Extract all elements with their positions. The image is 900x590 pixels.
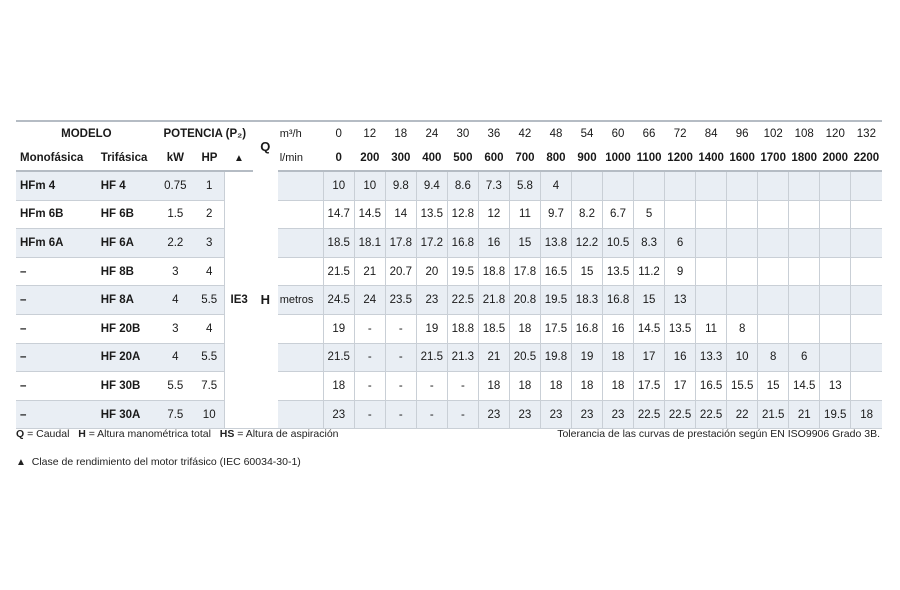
flow-lmin-cell: 1100 (634, 146, 665, 171)
head-value: 18 (478, 372, 509, 401)
head-value: 6 (665, 229, 696, 258)
head-value: 13.8 (540, 229, 571, 258)
hp-header: HP (194, 146, 225, 171)
power-hp: 4 (194, 257, 225, 286)
power-kw: 4 (157, 343, 194, 372)
head-value: 18 (571, 372, 602, 401)
head-value: 9.4 (416, 171, 447, 200)
head-value: 16.5 (540, 257, 571, 286)
monofasica-model: – (16, 314, 97, 343)
class-note: Clase de rendimiento del motor trifásico (IEC 60034-30-1) (31, 456, 301, 468)
potencia-header: POTENCIA (P₂) (157, 121, 253, 146)
head-value: 6 (789, 343, 820, 372)
head-value (820, 343, 851, 372)
q-definition: = Caudal (24, 428, 70, 440)
trifasica-model: HF 8A (97, 286, 157, 315)
head-value: 16 (665, 343, 696, 372)
head-value: 15.5 (727, 372, 758, 401)
unit-lmin: l/min (278, 146, 324, 171)
flow-m3h-cell: 0 (323, 121, 354, 146)
power-hp: 7.5 (194, 372, 225, 401)
head-value (758, 286, 789, 315)
legend-line (16, 428, 339, 440)
flow-lmin-cell: 1000 (603, 146, 634, 171)
head-value (820, 229, 851, 258)
head-value (696, 200, 727, 229)
head-value: 23 (416, 286, 447, 315)
head-value: 13.5 (603, 257, 634, 286)
flow-m3h-cell: 36 (478, 121, 509, 146)
h-unit (278, 200, 324, 229)
head-value: 21.5 (758, 400, 789, 429)
head-value: 22.5 (447, 286, 478, 315)
head-value (758, 200, 789, 229)
head-value (851, 314, 882, 343)
flow-lmin-cell: 2200 (851, 146, 882, 171)
head-value: 9.8 (385, 171, 416, 200)
model-row (16, 343, 882, 372)
head-value: 18 (603, 372, 634, 401)
head-value: 18.1 (354, 229, 385, 258)
hs-key: HS (219, 428, 235, 440)
head-value (789, 171, 820, 200)
flow-lmin-cell: 900 (571, 146, 602, 171)
head-value: 11 (509, 200, 540, 229)
flow-lmin-cell: 700 (509, 146, 540, 171)
head-value: 21 (789, 400, 820, 429)
h-unit: metros (278, 286, 324, 315)
head-value: 12.8 (447, 200, 478, 229)
head-value: 23 (540, 400, 571, 429)
power-hp: 2 (194, 200, 225, 229)
head-value: 19.8 (540, 343, 571, 372)
head-value: - (447, 372, 478, 401)
monofasica-model: – (16, 286, 97, 315)
model-row (16, 286, 882, 315)
head-value: 18.5 (478, 314, 509, 343)
head-value (789, 257, 820, 286)
performance-table (16, 120, 882, 429)
head-value: 15 (571, 257, 602, 286)
flow-lmin-cell: 1800 (789, 146, 820, 171)
flow-m3h-cell: 24 (416, 121, 447, 146)
model-row (16, 229, 882, 258)
flow-m3h-cell: 30 (447, 121, 478, 146)
power-hp: 5.5 (194, 286, 225, 315)
power-kw: 5.5 (157, 372, 194, 401)
head-value: 12 (478, 200, 509, 229)
h-symbol: H (253, 171, 278, 429)
head-value: 18 (509, 314, 540, 343)
trifasica-model: HF 20B (97, 314, 157, 343)
flow-m3h-cell: 72 (665, 121, 696, 146)
trifasica-model: HF 20A (97, 343, 157, 372)
q-symbol: Q (253, 121, 278, 171)
head-value: 20.8 (509, 286, 540, 315)
head-value: 8.6 (447, 171, 478, 200)
head-value (851, 229, 882, 258)
h-unit (278, 171, 324, 200)
flow-m3h-cell: 12 (354, 121, 385, 146)
head-value (820, 257, 851, 286)
head-value: 19 (416, 314, 447, 343)
head-value: 14.5 (634, 314, 665, 343)
header-row-1 (16, 121, 882, 146)
head-value: - (447, 400, 478, 429)
head-value (851, 200, 882, 229)
monofasica-model: HFm 6B (16, 200, 97, 229)
head-value (727, 200, 758, 229)
head-value: 4 (540, 171, 571, 200)
flow-m3h-cell: 84 (696, 121, 727, 146)
head-value: 18.5 (323, 229, 354, 258)
power-hp: 5.5 (194, 343, 225, 372)
head-value (571, 171, 602, 200)
head-value: 6.7 (603, 200, 634, 229)
head-value: 8 (758, 343, 789, 372)
head-value (696, 286, 727, 315)
head-value: 19 (323, 314, 354, 343)
head-value: 21.5 (323, 343, 354, 372)
h-unit (278, 372, 324, 401)
head-value (758, 257, 789, 286)
trifasica-model: HF 4 (97, 171, 157, 200)
power-hp: 1 (194, 171, 225, 200)
flow-m3h-cell: 18 (385, 121, 416, 146)
head-value: 22.5 (665, 400, 696, 429)
head-value: 13.5 (416, 200, 447, 229)
flow-m3h-cell: 102 (758, 121, 789, 146)
power-kw: 3 (157, 257, 194, 286)
head-value (820, 314, 851, 343)
h-unit (278, 314, 324, 343)
head-value: 16 (478, 229, 509, 258)
head-value: 21.5 (323, 257, 354, 286)
power-kw: 7.5 (157, 400, 194, 429)
head-value (820, 171, 851, 200)
head-value: 23 (509, 400, 540, 429)
flow-lmin-cell: 2000 (820, 146, 851, 171)
head-value: - (385, 314, 416, 343)
head-value (696, 229, 727, 258)
head-value (789, 200, 820, 229)
head-value: 12.2 (571, 229, 602, 258)
head-value: 17.5 (634, 372, 665, 401)
head-value (851, 343, 882, 372)
head-value: 13 (820, 372, 851, 401)
model-row (16, 257, 882, 286)
head-value: - (354, 314, 385, 343)
head-value: 18.3 (571, 286, 602, 315)
head-value: 20.7 (385, 257, 416, 286)
flow-lmin-cell: 0 (323, 146, 354, 171)
model-row (16, 200, 882, 229)
h-key: H (78, 428, 86, 440)
head-value: 16.8 (571, 314, 602, 343)
flow-lmin-cell: 1600 (727, 146, 758, 171)
head-value: 9.7 (540, 200, 571, 229)
head-value: 7.3 (478, 171, 509, 200)
power-kw: 4 (157, 286, 194, 315)
header-row-2 (16, 146, 882, 171)
head-value: 18 (851, 400, 882, 429)
head-value: - (385, 343, 416, 372)
flow-m3h-cell: 108 (789, 121, 820, 146)
head-value: 23 (571, 400, 602, 429)
head-value (727, 171, 758, 200)
flow-lmin-cell: 300 (385, 146, 416, 171)
h-unit (278, 257, 324, 286)
head-value: 10.5 (603, 229, 634, 258)
head-value: 5 (634, 200, 665, 229)
monofasica-model: HFm 4 (16, 171, 97, 200)
trifasica-model: HF 6B (97, 200, 157, 229)
flow-lmin-cell: 200 (354, 146, 385, 171)
head-value (820, 286, 851, 315)
head-value (727, 286, 758, 315)
head-value: 20.5 (509, 343, 540, 372)
head-value: - (354, 372, 385, 401)
head-value (665, 200, 696, 229)
head-value: 18.8 (447, 314, 478, 343)
head-value: 24.5 (323, 286, 354, 315)
flow-m3h-cell: 54 (571, 121, 602, 146)
head-value: 15 (509, 229, 540, 258)
head-value: 8.3 (634, 229, 665, 258)
head-value: 10 (323, 171, 354, 200)
flow-m3h-cell: 120 (820, 121, 851, 146)
head-value: - (385, 372, 416, 401)
head-value: 15 (634, 286, 665, 315)
flow-lmin-cell: 1400 (696, 146, 727, 171)
flow-m3h-cell: 42 (509, 121, 540, 146)
head-value (851, 171, 882, 200)
head-value: 23 (323, 400, 354, 429)
head-value (634, 171, 665, 200)
head-value (789, 314, 820, 343)
head-value (727, 229, 758, 258)
model-row (16, 372, 882, 401)
head-value: 17.8 (509, 257, 540, 286)
power-kw: 3 (157, 314, 194, 343)
flow-lmin-cell: 800 (540, 146, 571, 171)
head-value: 22.5 (696, 400, 727, 429)
head-value: 10 (354, 171, 385, 200)
head-value (851, 257, 882, 286)
model-row (16, 400, 882, 429)
head-value: 19.5 (540, 286, 571, 315)
flow-lmin-cell: 600 (478, 146, 509, 171)
trifasica-header: Trifásica (97, 146, 157, 171)
power-hp: 3 (194, 229, 225, 258)
head-value: - (416, 400, 447, 429)
head-value: 21.5 (416, 343, 447, 372)
head-value: 9 (665, 257, 696, 286)
monofasica-model: HFm 6A (16, 229, 97, 258)
head-value: 19.5 (820, 400, 851, 429)
h-unit (278, 343, 324, 372)
h-unit (278, 400, 324, 429)
head-value (665, 171, 696, 200)
head-value (820, 200, 851, 229)
power-hp: 10 (194, 400, 225, 429)
flow-lmin-cell: 500 (447, 146, 478, 171)
head-value: 18 (323, 372, 354, 401)
h-definition: = Altura manométrica total (85, 428, 211, 440)
head-value (696, 257, 727, 286)
power-hp: 4 (194, 314, 225, 343)
monofasica-model: – (16, 372, 97, 401)
triangle-icon: ▲ (16, 457, 26, 468)
head-value: 11.2 (634, 257, 665, 286)
head-value: 10 (727, 343, 758, 372)
head-value: 15 (758, 372, 789, 401)
flow-m3h-cell: 96 (727, 121, 758, 146)
head-value (789, 286, 820, 315)
head-value: 21.3 (447, 343, 478, 372)
q-key: Q (16, 428, 25, 440)
head-value: 14 (385, 200, 416, 229)
trifasica-model: HF 30A (97, 400, 157, 429)
head-value: 5.8 (509, 171, 540, 200)
head-value (758, 171, 789, 200)
head-value: 23.5 (385, 286, 416, 315)
head-value: 18.8 (478, 257, 509, 286)
head-value: 16.5 (696, 372, 727, 401)
power-kw: 1.5 (157, 200, 194, 229)
kw-header: kW (157, 146, 194, 171)
head-value: 16 (603, 314, 634, 343)
flow-lmin-cell: 400 (416, 146, 447, 171)
head-value: 19 (571, 343, 602, 372)
head-value: 17.8 (385, 229, 416, 258)
head-value: 23 (478, 400, 509, 429)
h-unit (278, 229, 324, 258)
power-kw: 2.2 (157, 229, 194, 258)
head-value: 19.5 (447, 257, 478, 286)
head-value: 17 (665, 372, 696, 401)
head-value: 14.5 (789, 372, 820, 401)
head-value: 13.5 (665, 314, 696, 343)
trifasica-model: HF 30B (97, 372, 157, 401)
head-value: 22 (727, 400, 758, 429)
head-value: 23 (603, 400, 634, 429)
head-value: 24 (354, 286, 385, 315)
monofasica-header: Monofásica (16, 146, 97, 171)
triangle-icon: ▲ (225, 146, 253, 171)
head-value (851, 372, 882, 401)
modelo-header: MODELO (16, 121, 157, 146)
flow-lmin-cell: 1200 (665, 146, 696, 171)
head-value: - (416, 372, 447, 401)
head-value (758, 314, 789, 343)
tolerance-note: Tolerancia de las curvas de prestación según EN ISO9906 Grado 3B. (557, 428, 880, 440)
hs-definition: = Altura de aspiración (234, 428, 339, 440)
head-value: 14.7 (323, 200, 354, 229)
head-value: 17.2 (416, 229, 447, 258)
monofasica-model: – (16, 343, 97, 372)
head-value: 18 (540, 372, 571, 401)
monofasica-model: – (16, 400, 97, 429)
head-value (851, 286, 882, 315)
trifasica-model: HF 6A (97, 229, 157, 258)
head-value: 8.2 (571, 200, 602, 229)
head-value: 14.5 (354, 200, 385, 229)
unit-m3h: m³/h (278, 121, 324, 146)
head-value (789, 229, 820, 258)
head-value: 16.8 (447, 229, 478, 258)
head-value: 21.8 (478, 286, 509, 315)
head-value: 22.5 (634, 400, 665, 429)
head-value: 11 (696, 314, 727, 343)
flow-lmin-cell: 1700 (758, 146, 789, 171)
head-value: - (354, 400, 385, 429)
power-kw: 0.75 (157, 171, 194, 200)
flow-m3h-cell: 132 (851, 121, 882, 146)
head-value (696, 171, 727, 200)
head-value (758, 229, 789, 258)
head-value: - (385, 400, 416, 429)
head-value: 16.8 (603, 286, 634, 315)
head-value: 20 (416, 257, 447, 286)
head-value: 17.5 (540, 314, 571, 343)
head-value: 17 (634, 343, 665, 372)
head-value: 18 (603, 343, 634, 372)
head-value: 8 (727, 314, 758, 343)
head-value: 21 (354, 257, 385, 286)
head-value: 13 (665, 286, 696, 315)
flow-m3h-cell: 60 (603, 121, 634, 146)
class-note-line (16, 456, 301, 468)
head-value: - (354, 343, 385, 372)
flow-m3h-cell: 66 (634, 121, 665, 146)
ie-class-label: IE3 (225, 171, 253, 429)
model-row (16, 171, 882, 200)
head-value (727, 257, 758, 286)
head-value (603, 171, 634, 200)
flow-m3h-cell: 48 (540, 121, 571, 146)
head-value: 21 (478, 343, 509, 372)
model-row (16, 314, 882, 343)
monofasica-model: – (16, 257, 97, 286)
head-value: 13.3 (696, 343, 727, 372)
head-value: 18 (509, 372, 540, 401)
trifasica-model: HF 8B (97, 257, 157, 286)
